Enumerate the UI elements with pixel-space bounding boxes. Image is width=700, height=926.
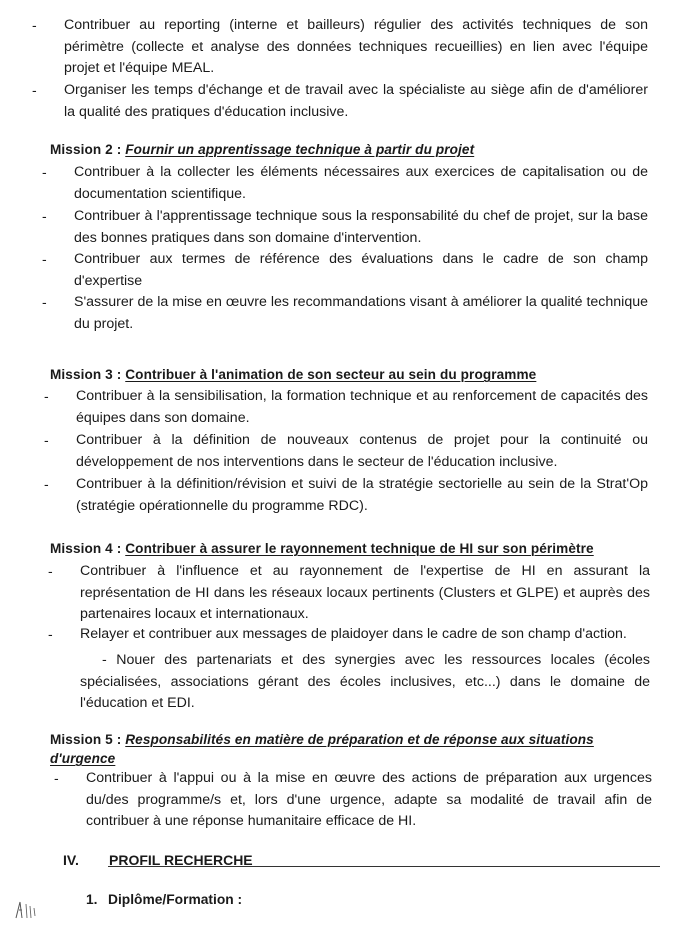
bullet-dash: -	[44, 388, 49, 404]
section-underline	[108, 866, 660, 867]
mission-label: Mission 4 :	[50, 541, 122, 556]
section-number: IV.	[63, 852, 79, 868]
list-item	[48, 624, 650, 646]
handwritten-initials	[12, 896, 40, 922]
mission-title: Contribuer à l'animation de son secteur au sein du programme	[125, 367, 537, 382]
subsection-heading	[86, 892, 242, 907]
list-item-text: S'assurer de la mise en œuvre les recommandations visant à améliorer la qualité technique du projet.	[74, 294, 648, 332]
list-item	[42, 249, 648, 292]
bullet-dash: -	[44, 432, 49, 448]
bullet-dash: -	[44, 476, 49, 492]
subsection-number: 1.	[86, 892, 98, 907]
list-item-text: Contribuer à la définition de nouveaux contenus de projet pour la continuité ou développement de nos interventions dans le secteur de l'éducation inclusive.	[76, 432, 648, 470]
list-item-text: Contribuer aux termes de référence des évaluations dans le cadre de son champ d'expertise	[74, 251, 648, 289]
list-item	[80, 650, 650, 715]
list-item-text: Contribuer à l'influence et au rayonnement de l'expertise de HI en assurant la représentation de HI dans les réseaux locaux pertinents (Clusters et GLPE) et auprès des partenaires locaux et internationaux.	[80, 563, 650, 622]
list-item	[44, 430, 648, 473]
section-title: PROFIL RECHERCHE	[109, 852, 253, 868]
list-item-text: Organiser les temps d'échange et de travail avec la spécialiste au siège afin de d'améliorer la qualité des pratiques d'éducation inclusive.	[64, 82, 648, 120]
list-item-text: Contribuer à la sensibilisation, la formation technique et au renforcement de capacités des équipes dans son domaine.	[76, 388, 648, 426]
bullet-dash: -	[48, 563, 53, 579]
list-item	[32, 80, 648, 123]
mission-3-heading	[50, 367, 536, 382]
list-item-text: Contribuer à la définition/révision et suivi de la stratégie sectorielle au sein de la Strat'Op (stratégie opérationnelle du programme RDC).	[76, 476, 648, 514]
subsection-title: Diplôme/Formation :	[108, 892, 243, 907]
bullet-dash: -	[42, 294, 47, 310]
bullet-dash: -	[32, 17, 37, 33]
list-item-text: Relayer et contribuer aux messages de plaidoyer dans le cadre de son champ d'action.	[80, 626, 627, 642]
mission-label: Mission 3 :	[50, 367, 122, 382]
list-item	[32, 15, 648, 80]
list-item	[42, 162, 648, 205]
bullet-dash: -	[54, 770, 59, 786]
list-item-text: Contribuer à l'appui ou à la mise en œuvre des actions de préparation aux urgences du/des programme/s et, lors d'une urgence, adapte sa modalité de travail afin de contribuer à une réponse humanitaire efficace de HI.	[86, 770, 652, 829]
mission-label: Mission 5 :	[50, 732, 122, 747]
mission-title: Fournir un apprentissage technique à partir du projet	[125, 142, 475, 157]
mission-label: Mission 2 :	[50, 142, 122, 157]
bullet-dash: -	[32, 82, 37, 98]
mission-2-heading	[50, 142, 474, 157]
bullet-dash: -	[48, 626, 53, 642]
list-item	[54, 768, 652, 833]
mission-title: Responsabilités en matière de préparation et de réponse aux situations d'urgence	[50, 732, 594, 766]
mission-title: Contribuer à assurer le rayonnement technique de HI sur son périmètre	[125, 541, 594, 556]
mission-5-heading	[50, 730, 650, 768]
list-item-text: Contribuer à l'apprentissage technique sous la responsabilité du chef de projet, sur la base des bonnes pratiques dans son domaine d'intervention.	[74, 208, 648, 246]
bullet-dash: -	[42, 164, 47, 180]
list-item-text: Contribuer au reporting (interne et bailleurs) régulier des activités techniques de son périmètre (collecte et analyse des données techniques recueillies) en lien avec l'équipe projet et l'équipe MEAL.	[64, 17, 648, 76]
bullet-dash: -	[42, 208, 47, 224]
bullet-dash: -	[102, 652, 107, 668]
list-item	[44, 386, 648, 429]
bullet-dash: -	[42, 251, 47, 267]
list-item-text: Nouer des partenariats et des synergies avec les ressources locales (écoles spécialisées, associations gérant des écoles inclusives, etc...) dans le domaine de l'éducation et EDI.	[80, 652, 650, 711]
list-item-text: Contribuer à la collecter les éléments nécessaires aux exercices de capitalisation ou de documentation scientifique.	[74, 164, 648, 202]
list-item	[44, 474, 648, 517]
list-item	[42, 292, 648, 335]
list-item	[42, 206, 648, 249]
list-item	[48, 561, 650, 626]
mission-4-heading	[50, 541, 594, 556]
